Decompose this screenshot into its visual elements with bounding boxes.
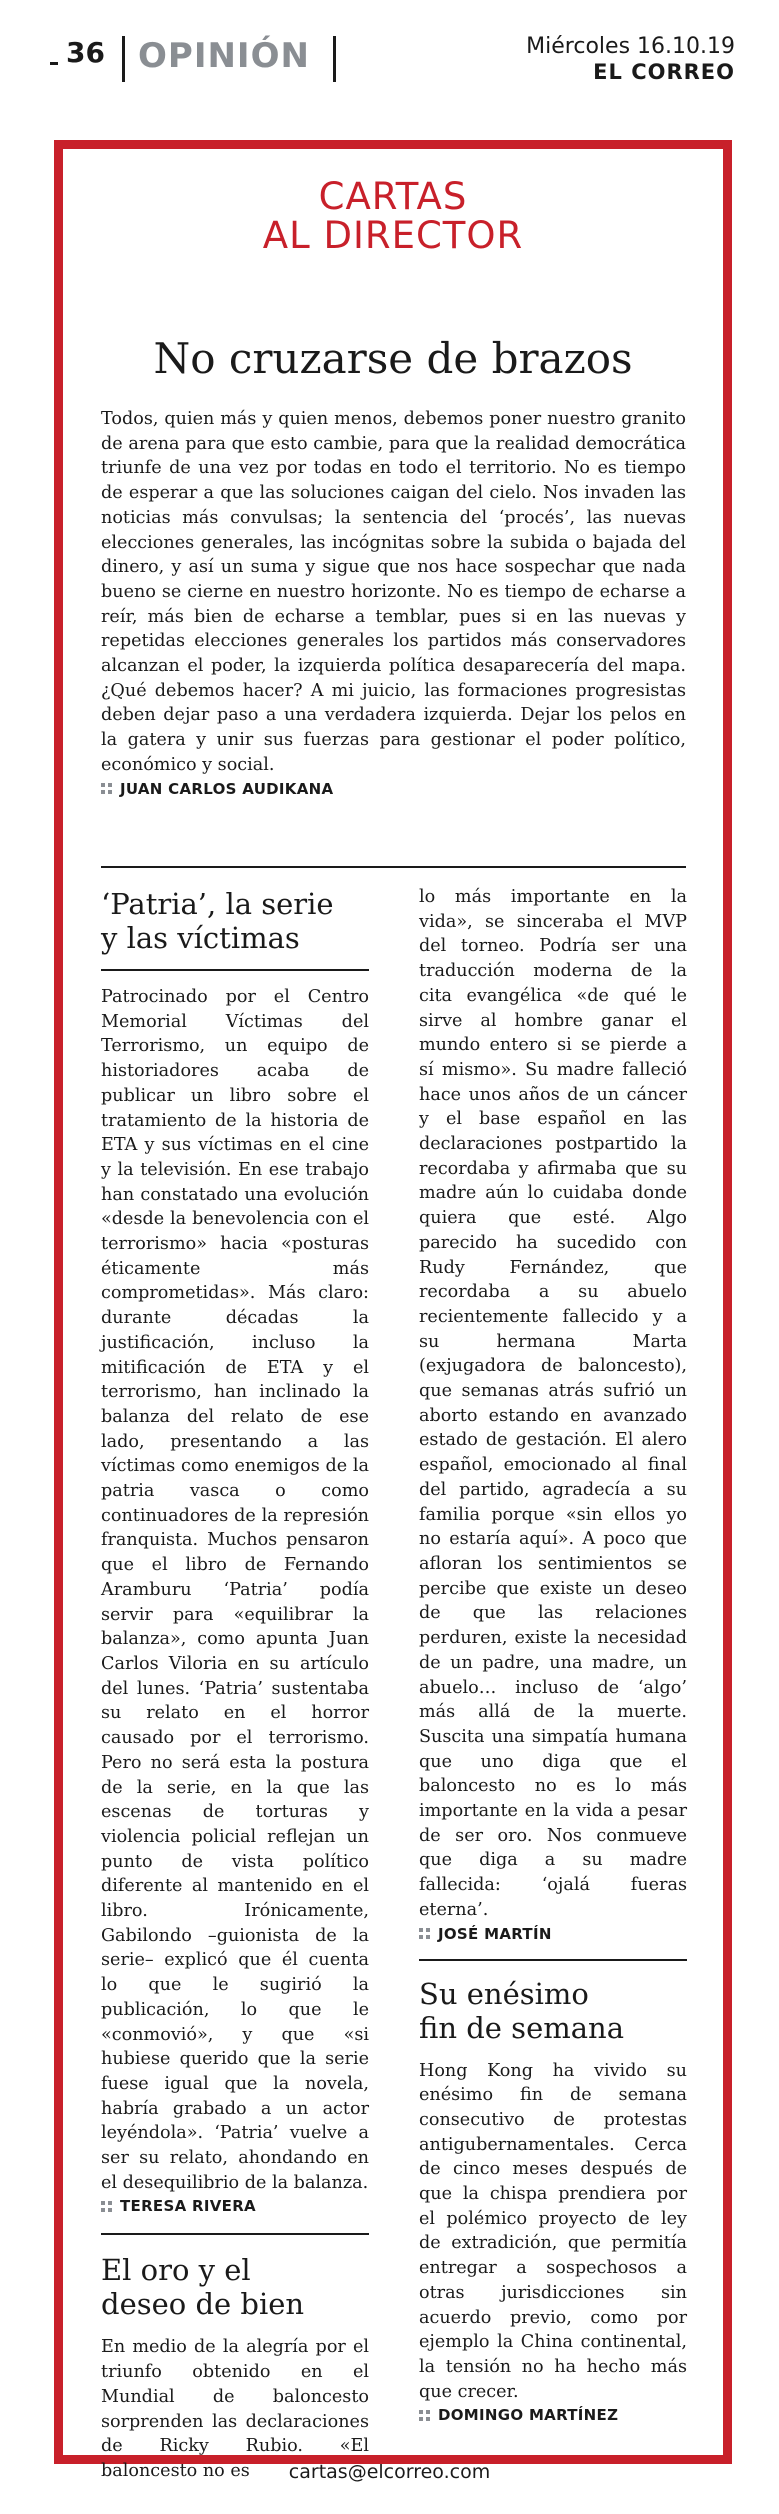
- header-dash: [50, 62, 58, 65]
- letter-hongkong-title-line-2: fin de semana: [419, 2010, 624, 2045]
- letter-hongkong-divider: [419, 1959, 687, 1961]
- page-number: 36: [66, 36, 105, 69]
- kicker-line-2: AL DIRECTOR: [262, 214, 524, 257]
- letter-patria-title: [101, 887, 369, 955]
- signature-dots-icon: [419, 2410, 430, 2421]
- letter-patria-author: TERESA RIVERA: [120, 2197, 256, 2216]
- main-letter-signature: [101, 780, 686, 798]
- header-divider-left: [122, 36, 125, 82]
- right-column: [419, 885, 687, 2424]
- issue-date: Miércoles 16.10.19: [526, 34, 735, 59]
- letter-hongkong-signature: [419, 2406, 687, 2424]
- newspaper-name: EL CORREO: [593, 60, 735, 84]
- letter-patria: [101, 887, 369, 2484]
- kicker-line-1: CARTAS: [318, 175, 468, 218]
- main-letter-author: JUAN CARLOS AUDIKANA: [120, 779, 334, 798]
- letter-hongkong-title-line-1: Su enésimo: [419, 1976, 589, 2011]
- main-letter-divider: [101, 866, 686, 868]
- signature-dots-icon: [101, 2201, 112, 2212]
- letter-hongkong-body: Hong Kong ha vivido su enésimo fin de semana consecutivo de protestas antigubernamentales. Cerca de cinco meses después de que la chispa prendiera por el polémico proyecto de ley de extradición, que permitía entregar a sospechosos a otras jurisdicciones sin acuerdo previo, como por ejemplo la China continental, la tensión no ha hecho más que crecer.: [419, 2060, 687, 2402]
- letter-patria-title-line-2: y las víctimas: [101, 921, 300, 955]
- signature-dots-icon: [419, 1928, 430, 1939]
- letter-patria-signature: [101, 2197, 369, 2215]
- letter-hongkong-title: [419, 1977, 687, 2045]
- letter-oro-title-line-1: El oro y el: [101, 2253, 251, 2288]
- header-divider-right: [333, 36, 336, 82]
- main-letter: [101, 407, 686, 798]
- letter-oro-body-part-2: lo más importante en la vida», se sinceraba el MVP del torneo. Podría ser una traducción moderna de la cita evangélica «de qué le sirve al hombre ganar el mundo entero si se pierde a sí mismo». Su madre falleció hace unos años de un cáncer y el base español en las declaraciones postpartido la recordaba y afirmaba que su madre aún lo cuidaba donde quiera que esté. Algo parecido ha sucedido con Rudy Fernández, que recordaba a su abuelo recientemente fallecido y a su hermana Marta (exjugadora de baloncesto), que semanas atrás sufrió un aborto estando en avanzado estado de gestación. El alero español, emocionado al final del partido, agradecía a su familia porque «sin ellos yo no estaría aquí». A poco que afloran los sentimientos se percibe que existe un deseo de que las relaciones perduren, existe la necesidad de un padre, una madre, un abuelo… incluso de ‘algo’ más allá de la muerte. Suscita una simpatía humana que uno diga que el baloncesto no es lo más importante en la vida a pesar de ser oro. Nos conmueve que diga a su madre fallecida: ‘ojalá fueras eterna’.: [419, 887, 687, 1920]
- main-letter-title: No cruzarse de brazos: [153, 334, 633, 383]
- letter-oro-title-line-2: deseo de bien: [101, 2287, 305, 2322]
- letter-patria-title-line-1: ‘Patria’, la serie: [101, 887, 334, 921]
- letter-oro-divider: [101, 2233, 369, 2235]
- letter-patria-rule: [101, 969, 369, 971]
- letter-hongkong-author: DOMINGO MARTÍNEZ: [438, 2406, 619, 2425]
- letter-oro-author: JOSÉ MARTÍN: [438, 1924, 552, 1943]
- signature-dots-icon: [101, 783, 112, 794]
- section-title: OPINIÓN: [138, 36, 310, 76]
- letters-email-link[interactable]: cartas@elcorreo.com: [288, 2461, 491, 2483]
- main-letter-body: Todos, quien más y quien menos, debemos poner nuestro granito de arena para que esto cambie, para que la realidad democrática triunfe de una vez por todas en todo el territorio. No es tiempo de esperar a que las soluciones caigan del cielo. Nos invaden las noticias más convulsas; la sentencia del ‘procés’, las nuevas elecciones generales, las incógnitas sobre la subida o bajada del dinero, y así un suma y sigue que nos hace sospechar que nada bueno se cierne en nuestro horizonte. No es tiempo de echarse a reír, más bien de echarse a temblar, pues si en las nuevas y repetidas elecciones generales los partidos más conservadores alcanzan el poder, la izquierda política desaparecería del mapa. ¿Qué debemos hacer? A mi juicio, las formaciones progresistas deben dejar paso a una verdadera izquierda. Dejar los pelos en la gatera y unir sus fuerzas para gestionar el poder político, económico y social.: [101, 409, 686, 775]
- letter-oro-signature: [419, 1925, 687, 1943]
- letter-oro-body-part-1: En medio de la alegría por el triunfo obtenido en el Mundial de baloncesto sorprenden las declaraciones de Ricky Rubio. «El baloncesto no es: [101, 2337, 369, 2481]
- letter-patria-body: Patrocinado por el Centro Memorial Víctimas del Terrorismo, un equipo de historiadores acaba de publicar un libro sobre el tratamiento de la historia de ETA y sus víctimas en el cine y la televisión. En ese trabajo han constatado una evolución «desde la benevolencia con el terrorismo» hacia «posturas éticamente más comprometidas». Más claro: durante décadas la justificación, incluso la mitificación de ETA y el terrorismo, han inclinado la balanza del relato de ese lado, presentando a las víctimas como enemigos de la patria vasca o como continuadores de la represión franquista. Muchos pensaron que el libro de Fernando Aramburu ‘Patria’ podía servir para «equilibrar la balanza», como apunta Juan Carlos Viloria en su artículo del lunes. ‘Patria’ sustentaba su relato en el horror causado por el terrorismo. Pero no será esta la postura de la serie, en la que las escenas de torturas y violencia policial reflejan un punto de vista político diferente al mantenido en el libro. Irónicamente, Gabilondo –guionista de la serie– explicó que él cuenta lo que le sugirió la publicación, lo que le «conmovió», y que «si hubiese querido que la serie fuese igual que la novela, habría grabado a un actor leyéndola». ‘Patria’ vuelve a ser su relato, ahondando en el desequilibrio de la balanza.: [101, 987, 369, 2193]
- letter-oro-title: [101, 2253, 369, 2321]
